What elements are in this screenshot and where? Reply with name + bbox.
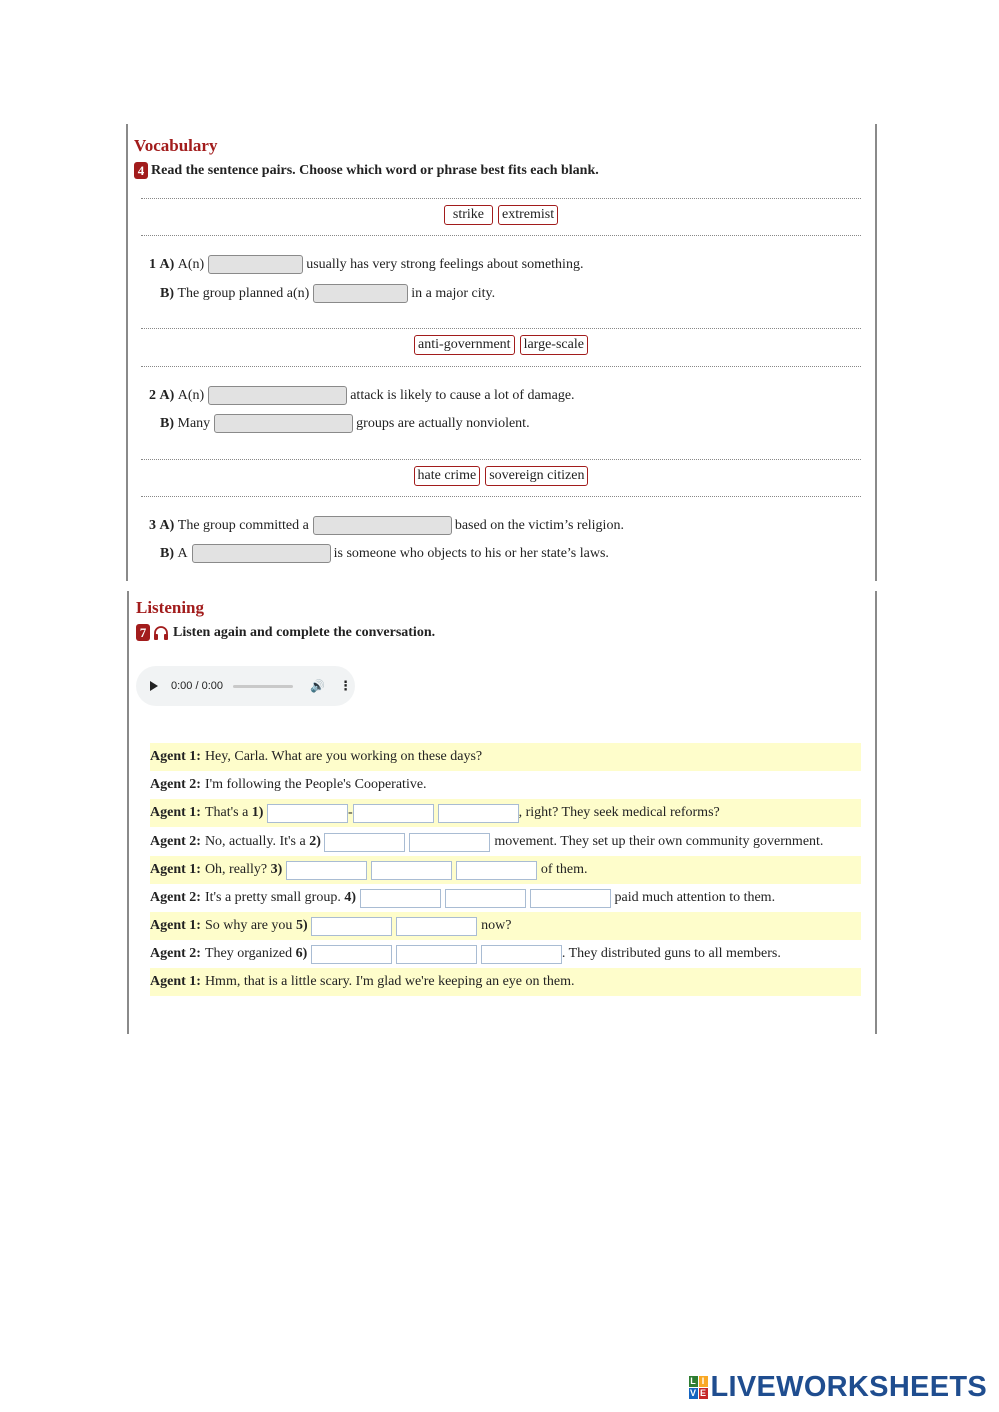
sentence-before: The group planned a(n) <box>177 285 310 301</box>
listening-instruction <box>136 624 435 641</box>
sentence-before: A <box>177 545 188 561</box>
instruction-text: Listen again and complete the conversation. <box>173 624 436 640</box>
sentence-2a <box>149 386 575 405</box>
vocabulary-title: Vocabulary <box>134 136 218 155</box>
answer-input[interactable] <box>267 804 348 823</box>
answer-input[interactable] <box>445 889 526 908</box>
answer-input[interactable] <box>438 804 519 823</box>
speaker-label: Agent 1: <box>150 749 201 764</box>
sentence-after: attack is likely to cause a lot of damage. <box>350 387 575 403</box>
conversation-line <box>150 912 861 940</box>
conversation-line <box>150 884 861 912</box>
answer-input[interactable] <box>353 804 434 823</box>
word-bank-chip[interactable]: hate crime <box>414 466 481 486</box>
play-icon[interactable] <box>150 681 158 691</box>
logo-mark-letter: E <box>699 1388 706 1398</box>
sentence-after: based on the victim’s religion. <box>454 517 624 533</box>
answer-input[interactable] <box>286 861 367 880</box>
answer-input[interactable] <box>360 889 441 908</box>
answer-dropzone[interactable] <box>208 255 303 274</box>
word-bank-chip[interactable]: extremist <box>498 205 558 225</box>
line-text: No, actually. It's a <box>204 834 306 849</box>
part-label: A) <box>159 256 175 272</box>
sentence-after: in a major city. <box>411 285 496 301</box>
line-text: So why are you <box>204 918 293 933</box>
speaker-label: Agent 2: <box>150 890 201 905</box>
sentence-1a <box>149 255 583 274</box>
divider <box>141 198 861 199</box>
divider <box>141 459 861 460</box>
speaker-label: Agent 2: <box>150 834 201 849</box>
sentence-before: The group committed a <box>177 517 309 533</box>
word-bank <box>141 335 861 355</box>
listening-title: Listening <box>136 598 205 617</box>
part-label: A) <box>159 387 175 403</box>
conversation-line <box>150 771 861 799</box>
blank-number: 1) <box>251 805 264 820</box>
logo-mark-letter: V <box>689 1388 696 1398</box>
answer-input[interactable] <box>311 917 392 936</box>
blank-number: 6) <box>295 946 308 961</box>
sentence-3b <box>160 544 609 563</box>
sentence-before: A(n) <box>177 387 205 403</box>
line-text: now? <box>481 918 512 933</box>
audio-player <box>136 666 355 706</box>
part-label: B) <box>160 545 174 561</box>
vocabulary-instruction <box>134 162 599 179</box>
instruction-text: Read the sentence pairs. Choose which word or phrase best fits each blank. <box>151 162 599 178</box>
answer-dropzone[interactable] <box>214 414 353 433</box>
conversation-line <box>150 828 861 856</box>
speaker-label: Agent 1: <box>150 805 201 820</box>
part-label: B) <box>160 285 174 301</box>
logo-mark-letter: I <box>699 1376 708 1387</box>
part-label: A) <box>159 517 175 533</box>
answer-input[interactable] <box>371 861 452 880</box>
conversation-line <box>150 743 861 771</box>
line-text: . They distributed guns to all members. <box>561 946 781 961</box>
line-text: They organized <box>204 946 293 961</box>
line-text: Hey, Carla. What are you working on these days? <box>204 749 483 764</box>
volume-icon[interactable]: 🔊 <box>310 679 325 693</box>
line-text: of them. <box>540 862 588 877</box>
word-bank-chip[interactable]: sovereign citizen <box>485 466 588 486</box>
hyphen: - <box>347 805 353 820</box>
answer-input[interactable] <box>311 945 392 964</box>
divider <box>141 366 861 367</box>
conversation-line <box>150 968 861 996</box>
audio-time: 0:00 / 0:00 <box>171 680 223 692</box>
line-text: Oh, really? <box>204 862 268 877</box>
sentence-after: is someone who objects to his or her state’s laws. <box>333 545 609 561</box>
question-number: 3 <box>149 517 156 533</box>
sentence-before: A(n) <box>177 256 205 272</box>
headphones-icon <box>153 625 169 641</box>
blank-number: 2) <box>309 834 321 849</box>
divider <box>141 235 861 236</box>
word-bank <box>141 205 861 225</box>
speaker-label: Agent 2: <box>150 777 201 792</box>
question-number: 1 <box>149 256 156 272</box>
sentence-after: groups are actually nonviolent. <box>356 415 530 431</box>
line-text: It's a pretty small group. <box>204 890 341 905</box>
answer-dropzone[interactable] <box>313 516 452 535</box>
sentence-1b <box>160 284 495 303</box>
question-number: 2 <box>149 387 156 403</box>
blank-number: 4) <box>344 890 356 905</box>
answer-input[interactable] <box>396 917 477 936</box>
answer-dropzone[interactable] <box>208 386 347 405</box>
blank-number: 5) <box>295 918 308 933</box>
frame-right-top <box>875 124 877 581</box>
line-text: paid much attention to them. <box>614 890 776 905</box>
conversation-line <box>150 799 861 827</box>
divider <box>141 328 861 329</box>
frame-right-bottom <box>875 591 877 1034</box>
frame-left-bottom <box>127 591 129 1034</box>
logo-mark-letter: L <box>690 1376 696 1386</box>
line-text: That's a <box>204 805 249 820</box>
answer-input[interactable] <box>456 861 537 880</box>
answer-input[interactable] <box>530 889 611 908</box>
answer-input[interactable] <box>396 945 477 964</box>
liveworksheets-logo <box>689 1371 988 1404</box>
speaker-label: Agent 1: <box>150 918 201 933</box>
audio-seek-bar[interactable] <box>233 685 293 688</box>
answer-dropzone[interactable] <box>192 544 331 563</box>
line-text: Hmm, that is a little scary. I'm glad we're keeping an eye on them. <box>204 974 575 989</box>
sentence-after: usually has very strong feelings about something. <box>306 256 584 272</box>
conversation-line <box>150 856 861 884</box>
part-label: B) <box>160 415 174 431</box>
blank-number: 3) <box>270 862 283 877</box>
sentence-before: Many <box>177 415 211 431</box>
divider <box>141 496 861 497</box>
frame-left-top <box>126 124 128 581</box>
sentence-2b <box>160 414 530 433</box>
word-bank-chip[interactable]: large-scale <box>520 335 588 355</box>
exercise-number-badge: 7 <box>136 624 150 641</box>
line-text: I'm following the People's Cooperative. <box>204 777 427 792</box>
word-bank-chip[interactable]: strike <box>444 205 493 225</box>
speaker-label: Agent 1: <box>150 862 201 877</box>
word-bank-chip[interactable]: anti-government <box>414 335 515 355</box>
answer-input[interactable] <box>324 833 405 852</box>
speaker-label: Agent 1: <box>150 974 201 989</box>
line-text: movement. They set up their own community government. <box>494 834 824 849</box>
speaker-label: Agent 2: <box>150 946 201 961</box>
word-bank <box>141 466 861 486</box>
line-text: , right? They seek medical reforms? <box>518 805 720 820</box>
answer-input[interactable] <box>481 945 562 964</box>
logo-mark <box>689 1376 708 1399</box>
more-options-icon[interactable]: ⋮ <box>338 678 352 693</box>
exercise-number-badge: 4 <box>134 162 148 179</box>
answer-dropzone[interactable] <box>313 284 408 303</box>
logo-text: LIVEWORKSHEETS <box>710 1371 987 1403</box>
sentence-3a <box>149 516 624 535</box>
answer-input[interactable] <box>409 833 490 852</box>
conversation-line <box>150 940 861 968</box>
